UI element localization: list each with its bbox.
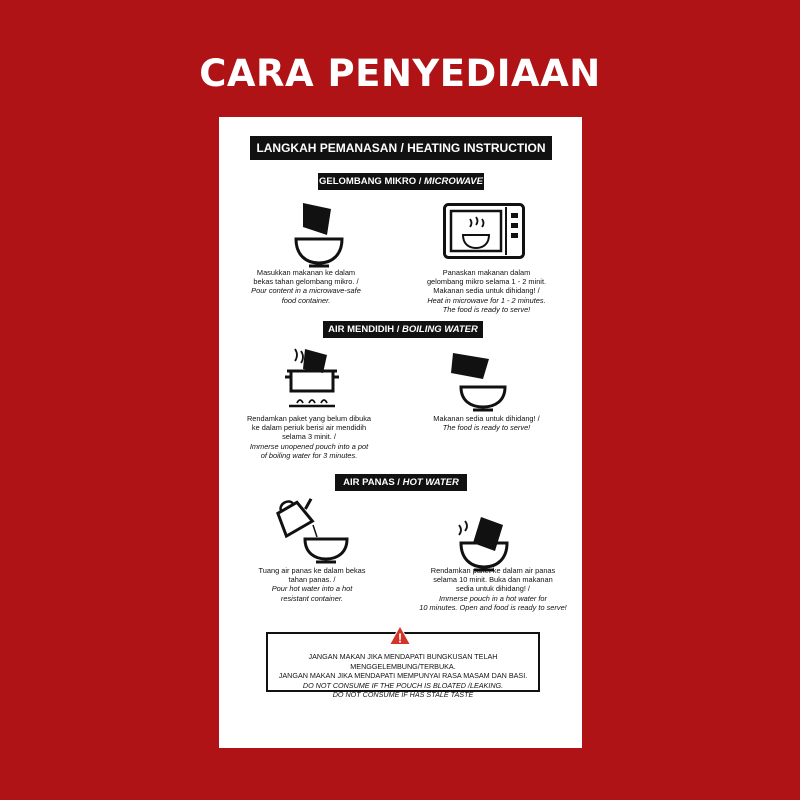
svg-text:!: !: [397, 630, 403, 646]
heating-instruction-banner: LANGKAH PEMANASAN / HEATING INSTRUCTION: [250, 136, 552, 160]
microwave-step2-caption: Panaskan makanan dalam gelombang mikro selama 1 - 2 minit. Makanan sedia untuk dihidang! / Heat in microwave for 1 - 2 minutes. The food is ready to serve!: [426, 268, 547, 314]
microwave-step1-caption: Masukkan makanan ke dalam bekas tahan gelombang mikro. / Pour content in a microwave-safe food container.: [251, 268, 361, 305]
hot-water-section-label: [335, 474, 467, 491]
hot-water-label-en: HOT WATER: [402, 477, 459, 488]
hot-water-label-ms: AIR PANAS /: [343, 477, 400, 488]
pour-pouch-bowl-icon: [289, 199, 349, 269]
page-title: CARA PENYEDIAAN: [199, 52, 601, 95]
hot-water-step1-caption: Tuang air panas ke dalam bekas tahan panas. / Pour hot water into a hot resistant container.: [258, 566, 366, 603]
warning-triangle-icon: [388, 624, 412, 646]
boiling-step2-caption: Makanan sedia untuk dihidang! / The food is ready to serve!: [433, 414, 540, 433]
boiling-pot-icon: [285, 347, 345, 409]
boiling-section-label: [323, 321, 483, 338]
microwave-section-label: [318, 173, 484, 190]
instruction-card: [219, 117, 582, 748]
microwave-label-ms: GELOMBANG MIKRO /: [319, 176, 422, 187]
microwave-oven-icon: [443, 203, 525, 261]
boiling-label-ms: AIR MENDIDIH /: [328, 324, 400, 335]
hot-water-step2-caption: Rendamkan paket ke dalam air panas selama 10 minit. Buka dan makanan sedia untuk dihidang! / Immerse pouch in a hot water for 10 minutes. Open and food is ready to serve!: [419, 566, 567, 612]
boiling-label-en: BOILING WATER: [402, 324, 478, 335]
pour-pouch-bowl-icon: [447, 351, 511, 411]
microwave-label-en: MICROWAVE: [424, 176, 483, 187]
boiling-step1-caption: Rendamkan paket yang belum dibuka ke dalam periuk berisi air mendidih selama 3 minit. / Immerse unopened pouch into a pot of boiling water for 3 minutes.: [246, 414, 372, 460]
warning-text: JANGAN MAKAN JIKA MENDAPATI BUNGKUSAN TELAH MENGGELEMBUNG/TERBUKA. JANGAN MAKAN JIKA MENDAPATI MEMPUNYAI RASA MASAM DAN BASI. DO NOT CONSUME IF THE POUCH IS BLOATED /LEAKING. DO NOT CONSUME IF HAS STALE TASTE: [278, 652, 528, 700]
kettle-pour-bowl-icon: [273, 493, 349, 563]
